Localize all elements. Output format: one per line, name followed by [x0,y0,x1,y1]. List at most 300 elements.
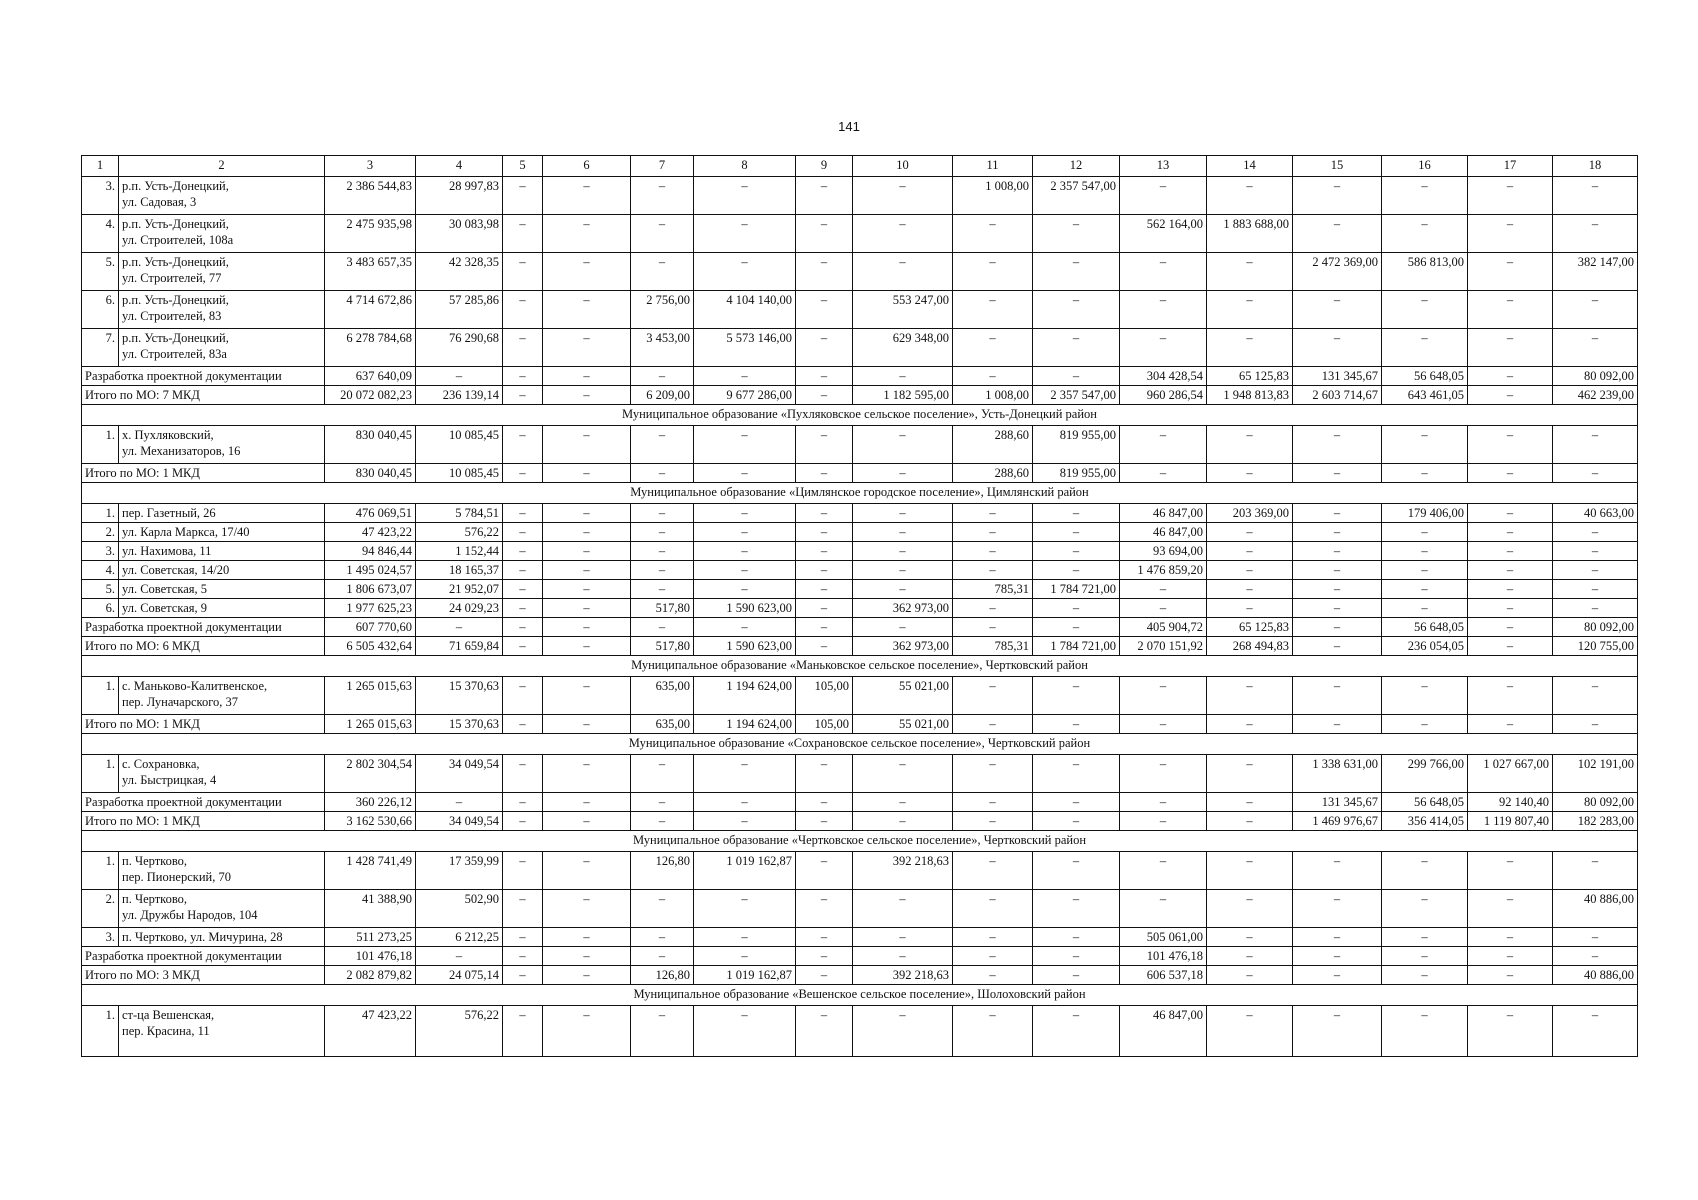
table-row [82,177,1638,215]
address-cell: пер. Газетный, 26 [119,504,325,523]
value-cell: – [1382,947,1468,966]
value-cell: – [1468,928,1553,947]
value-cell: – [953,890,1033,928]
row-number: 1. [82,504,119,523]
value-cell: – [953,329,1033,367]
value-cell: 607 770,60 [325,618,416,637]
value-cell: – [694,580,796,599]
value-cell: – [796,928,853,947]
value-cell: – [1382,928,1468,947]
value-cell: – [631,253,694,291]
value-cell: – [503,890,543,928]
value-cell: – [796,367,853,386]
value-cell: – [1120,177,1207,215]
value-cell: – [1293,890,1382,928]
row-number: 1. [82,1006,119,1057]
value-cell: – [1468,966,1553,985]
value-cell: – [631,523,694,542]
value-cell: 643 461,05 [1382,386,1468,405]
value-cell: 1 784 721,00 [1033,580,1120,599]
value-cell: 392 218,63 [853,966,953,985]
value-cell: – [503,464,543,483]
budget-table [81,155,1638,1057]
table-row [82,561,1638,580]
value-cell: 179 406,00 [1382,504,1468,523]
value-cell: – [503,386,543,405]
value-cell: 2 070 151,92 [1120,637,1207,656]
value-cell: – [694,1006,796,1057]
value-cell: 1 948 813,83 [1207,386,1293,405]
value-cell: – [796,426,853,464]
value-cell: – [543,966,631,985]
value-cell: – [631,793,694,812]
value-cell: – [1382,523,1468,542]
value-cell: 15 370,63 [416,677,503,715]
value-cell: – [1207,812,1293,831]
value-cell: – [503,599,543,618]
value-cell: – [503,542,543,561]
value-cell: – [1293,580,1382,599]
value-cell: 2 603 714,67 [1293,386,1382,405]
value-cell: – [1468,677,1553,715]
value-cell: 1 784 721,00 [1033,637,1120,656]
table-row [82,580,1638,599]
value-cell: 41 388,90 [325,890,416,928]
value-cell: 1 194 624,00 [694,715,796,734]
value-cell: 299 766,00 [1382,755,1468,793]
value-cell: 6 209,00 [631,386,694,405]
value-cell: – [796,1006,853,1057]
value-cell: – [953,561,1033,580]
value-cell: – [1468,523,1553,542]
value-cell: – [1120,599,1207,618]
section-row [82,483,1638,504]
value-cell: – [503,504,543,523]
value-cell: – [1382,329,1468,367]
value-cell: – [1207,715,1293,734]
value-cell: – [416,367,503,386]
value-cell: 131 345,67 [1293,367,1382,386]
value-cell: 3 483 657,35 [325,253,416,291]
value-cell: 1 883 688,00 [1207,215,1293,253]
value-cell: – [543,793,631,812]
value-cell: – [1207,329,1293,367]
row-label: Разработка проектной документации [82,793,325,812]
value-cell: – [796,793,853,812]
value-cell: – [1382,542,1468,561]
row-number: 3. [82,177,119,215]
value-cell: – [543,599,631,618]
page-number: 141 [838,119,860,134]
value-cell: 511 273,25 [325,928,416,947]
value-cell: 40 663,00 [1553,504,1638,523]
value-cell: – [1293,928,1382,947]
value-cell: 2 386 544,83 [325,177,416,215]
value-cell: 462 239,00 [1553,386,1638,405]
value-cell: – [1468,426,1553,464]
value-cell: – [1120,580,1207,599]
value-cell: – [694,812,796,831]
row-number: 1. [82,755,119,793]
value-cell: – [1207,793,1293,812]
value-cell: – [503,928,543,947]
value-cell: – [543,755,631,793]
value-cell: – [1468,464,1553,483]
value-cell: 606 537,18 [1120,966,1207,985]
value-cell: – [631,542,694,561]
value-cell: – [1033,852,1120,890]
value-cell: 562 164,00 [1120,215,1207,253]
value-cell: – [631,812,694,831]
value-cell: 55 021,00 [853,677,953,715]
value-cell: – [1033,561,1120,580]
value-cell: – [1033,291,1120,329]
value-cell: – [1293,947,1382,966]
value-cell: 20 072 082,23 [325,386,416,405]
value-cell: 1 019 162,87 [694,852,796,890]
address-cell: р.п. Усть-Донецкий, ул. Строителей, 108а [119,215,325,253]
value-cell: – [796,755,853,793]
column-header: 1 [82,156,119,177]
value-cell: 40 886,00 [1553,890,1638,928]
value-cell: – [694,890,796,928]
value-cell: – [1120,677,1207,715]
value-cell: – [1207,677,1293,715]
value-cell: – [503,947,543,966]
value-cell: – [1382,177,1468,215]
value-cell: – [953,947,1033,966]
value-cell: 28 997,83 [416,177,503,215]
value-cell: 42 328,35 [416,253,503,291]
value-cell: – [543,464,631,483]
value-cell: 101 476,18 [325,947,416,966]
value-cell: 1 476 859,20 [1120,561,1207,580]
address-cell: ул. Нахимова, 11 [119,542,325,561]
summary-row [82,386,1638,405]
value-cell: – [1468,1006,1553,1057]
value-cell: – [694,947,796,966]
value-cell: – [1293,329,1382,367]
value-cell: 1 590 623,00 [694,637,796,656]
column-header: 2 [119,156,325,177]
value-cell: – [1468,561,1553,580]
value-cell: – [1207,561,1293,580]
value-cell: – [796,812,853,831]
value-cell: – [1033,542,1120,561]
value-cell: – [1293,542,1382,561]
value-cell: – [1033,215,1120,253]
value-cell: – [1293,1006,1382,1057]
value-cell: – [503,715,543,734]
value-cell: – [1033,504,1120,523]
value-cell: – [543,329,631,367]
value-cell: – [1468,253,1553,291]
value-cell: – [1207,966,1293,985]
value-cell: – [503,367,543,386]
header-row [82,156,1638,177]
value-cell: 182 283,00 [1553,812,1638,831]
value-cell: – [631,561,694,580]
value-cell: – [543,928,631,947]
address-cell: с. Маньково-Калитвенское, пер. Луначарского, 37 [119,677,325,715]
value-cell: – [953,367,1033,386]
summary-row [82,464,1638,483]
value-cell: – [1120,812,1207,831]
value-cell: 830 040,45 [325,426,416,464]
value-cell: – [1120,755,1207,793]
section-title: Муниципальное образование «Маньковское сельское поселение», Чертковский район [82,656,1638,677]
value-cell: 360 226,12 [325,793,416,812]
value-cell: – [631,618,694,637]
row-number: 6. [82,599,119,618]
row-number: 3. [82,542,119,561]
value-cell: 362 973,00 [853,637,953,656]
value-cell: – [1468,329,1553,367]
value-cell: – [1293,966,1382,985]
section-title: Муниципальное образование «Пухляковское сельское поселение», Усть-Донецкий район [82,405,1638,426]
value-cell: – [1293,599,1382,618]
value-cell: – [1468,599,1553,618]
value-cell: – [1382,966,1468,985]
value-cell: – [1120,464,1207,483]
value-cell: – [543,291,631,329]
value-cell: – [1553,677,1638,715]
value-cell: – [543,426,631,464]
value-cell: – [1033,253,1120,291]
value-cell: 76 290,68 [416,329,503,367]
value-cell: – [1207,928,1293,947]
value-cell: – [1382,561,1468,580]
value-cell: – [1553,947,1638,966]
value-cell: 2 472 369,00 [1293,253,1382,291]
value-cell: – [1293,426,1382,464]
value-cell: – [631,426,694,464]
value-cell: 131 345,67 [1293,793,1382,812]
value-cell: – [694,928,796,947]
value-cell: 236 139,14 [416,386,503,405]
value-cell: – [543,253,631,291]
value-cell: – [1553,715,1638,734]
value-cell: 18 165,37 [416,561,503,580]
value-cell: – [1468,367,1553,386]
value-cell: – [416,618,503,637]
value-cell: – [953,291,1033,329]
value-cell: – [1120,426,1207,464]
row-label: Итого по МО: 6 МКД [82,637,325,656]
value-cell: – [543,637,631,656]
value-cell: – [543,812,631,831]
value-cell: – [1033,928,1120,947]
value-cell: 1 119 807,40 [1468,812,1553,831]
value-cell: – [1293,637,1382,656]
value-cell: – [1382,426,1468,464]
address-cell: р.п. Усть-Донецкий, ул. Строителей, 83а [119,329,325,367]
value-cell: 819 955,00 [1033,426,1120,464]
value-cell: – [853,793,953,812]
value-cell: – [1207,852,1293,890]
value-cell: 94 846,44 [325,542,416,561]
value-cell: 1 495 024,57 [325,561,416,580]
value-cell: – [1207,291,1293,329]
value-cell: – [796,542,853,561]
value-cell: – [1382,291,1468,329]
value-cell: – [503,618,543,637]
value-cell: – [1553,291,1638,329]
value-cell: 15 370,63 [416,715,503,734]
value-cell: 5 573 146,00 [694,329,796,367]
value-cell: – [853,426,953,464]
row-label: Разработка проектной документации [82,367,325,386]
row-number: 2. [82,523,119,542]
value-cell: 586 813,00 [1382,253,1468,291]
value-cell: 1 152,44 [416,542,503,561]
value-cell: – [503,677,543,715]
value-cell: – [1033,1006,1120,1057]
column-header: 10 [853,156,953,177]
value-cell: 1 590 623,00 [694,599,796,618]
value-cell: – [543,1006,631,1057]
row-number: 1. [82,426,119,464]
value-cell: – [1468,386,1553,405]
value-cell: – [631,1006,694,1057]
address-cell: р.п. Усть-Донецкий, ул. Садовая, 3 [119,177,325,215]
row-number: 1. [82,677,119,715]
value-cell: 71 659,84 [416,637,503,656]
value-cell: – [853,177,953,215]
value-cell: – [853,464,953,483]
value-cell: – [503,966,543,985]
value-cell: – [1293,715,1382,734]
value-cell: 46 847,00 [1120,1006,1207,1057]
value-cell: – [796,966,853,985]
row-label: Разработка проектной документации [82,947,325,966]
value-cell: 785,31 [953,580,1033,599]
row-number: 3. [82,928,119,947]
row-label: Итого по МО: 1 МКД [82,812,325,831]
value-cell: 80 092,00 [1553,618,1638,637]
value-cell: – [796,561,853,580]
value-cell: – [953,755,1033,793]
value-cell: – [1033,618,1120,637]
address-cell: п. Чертково, пер. Пионерский, 70 [119,852,325,890]
value-cell: – [1033,367,1120,386]
column-header: 13 [1120,156,1207,177]
value-cell: – [631,464,694,483]
value-cell: – [694,177,796,215]
value-cell: 46 847,00 [1120,523,1207,542]
value-cell: – [1468,947,1553,966]
value-cell: 356 414,05 [1382,812,1468,831]
value-cell: – [1382,580,1468,599]
value-cell: – [694,464,796,483]
value-cell: – [1468,542,1553,561]
value-cell: – [953,1006,1033,1057]
value-cell: – [1382,715,1468,734]
value-cell: – [1553,523,1638,542]
value-cell: 382 147,00 [1553,253,1638,291]
column-header: 5 [503,156,543,177]
value-cell: 830 040,45 [325,464,416,483]
value-cell: – [1293,561,1382,580]
value-cell: 2 357 547,00 [1033,177,1120,215]
section-title: Муниципальное образование «Сохрановское сельское поселение», Чертковский район [82,734,1638,755]
value-cell: 30 083,98 [416,215,503,253]
row-number: 2. [82,890,119,928]
row-number: 4. [82,561,119,580]
value-cell: – [694,793,796,812]
value-cell: – [503,852,543,890]
address-cell: ул. Карла Маркса, 17/40 [119,523,325,542]
value-cell: – [1468,637,1553,656]
value-cell: – [1207,253,1293,291]
section-row [82,985,1638,1006]
value-cell: – [694,215,796,253]
value-cell: 40 886,00 [1553,966,1638,985]
value-cell: 629 348,00 [853,329,953,367]
value-cell: – [1553,177,1638,215]
value-cell: – [631,367,694,386]
value-cell: – [694,561,796,580]
row-number: 5. [82,253,119,291]
summary-row [82,618,1638,637]
value-cell: – [694,542,796,561]
value-cell: 56 648,05 [1382,793,1468,812]
section-row [82,656,1638,677]
value-cell: – [853,812,953,831]
value-cell: 1 428 741,49 [325,852,416,890]
value-cell: 6 278 784,68 [325,329,416,367]
value-cell: – [853,523,953,542]
value-cell: 268 494,83 [1207,637,1293,656]
value-cell: – [1382,677,1468,715]
value-cell: – [694,755,796,793]
value-cell: 55 021,00 [853,715,953,734]
value-cell: – [1120,253,1207,291]
value-cell: 517,80 [631,599,694,618]
value-cell: 1 265 015,63 [325,677,416,715]
value-cell: 101 476,18 [1120,947,1207,966]
value-cell: – [953,966,1033,985]
value-cell: – [503,637,543,656]
value-cell: – [1553,215,1638,253]
row-number: 1. [82,852,119,890]
value-cell: – [543,523,631,542]
value-cell: – [1120,890,1207,928]
value-cell: – [1293,523,1382,542]
value-cell: – [953,542,1033,561]
column-header: 14 [1207,156,1293,177]
value-cell: 288,60 [953,426,1033,464]
value-cell: 56 648,05 [1382,367,1468,386]
address-cell: ул. Советская, 5 [119,580,325,599]
value-cell: 362 973,00 [853,599,953,618]
value-cell: – [796,580,853,599]
value-cell: – [1293,291,1382,329]
column-header: 18 [1553,156,1638,177]
value-cell: – [503,426,543,464]
address-cell: с. Сохрановка, ул. Быстрицкая, 4 [119,755,325,793]
value-cell: – [796,599,853,618]
row-label: Итого по МО: 3 МКД [82,966,325,985]
table-row [82,599,1638,618]
value-cell: – [1207,177,1293,215]
value-cell: 637 640,09 [325,367,416,386]
value-cell: – [853,928,953,947]
value-cell: 502,90 [416,890,503,928]
section-title: Муниципальное образование «Цимлянское городское поселение», Цимлянский район [82,483,1638,504]
value-cell: – [1207,580,1293,599]
value-cell: – [1033,890,1120,928]
